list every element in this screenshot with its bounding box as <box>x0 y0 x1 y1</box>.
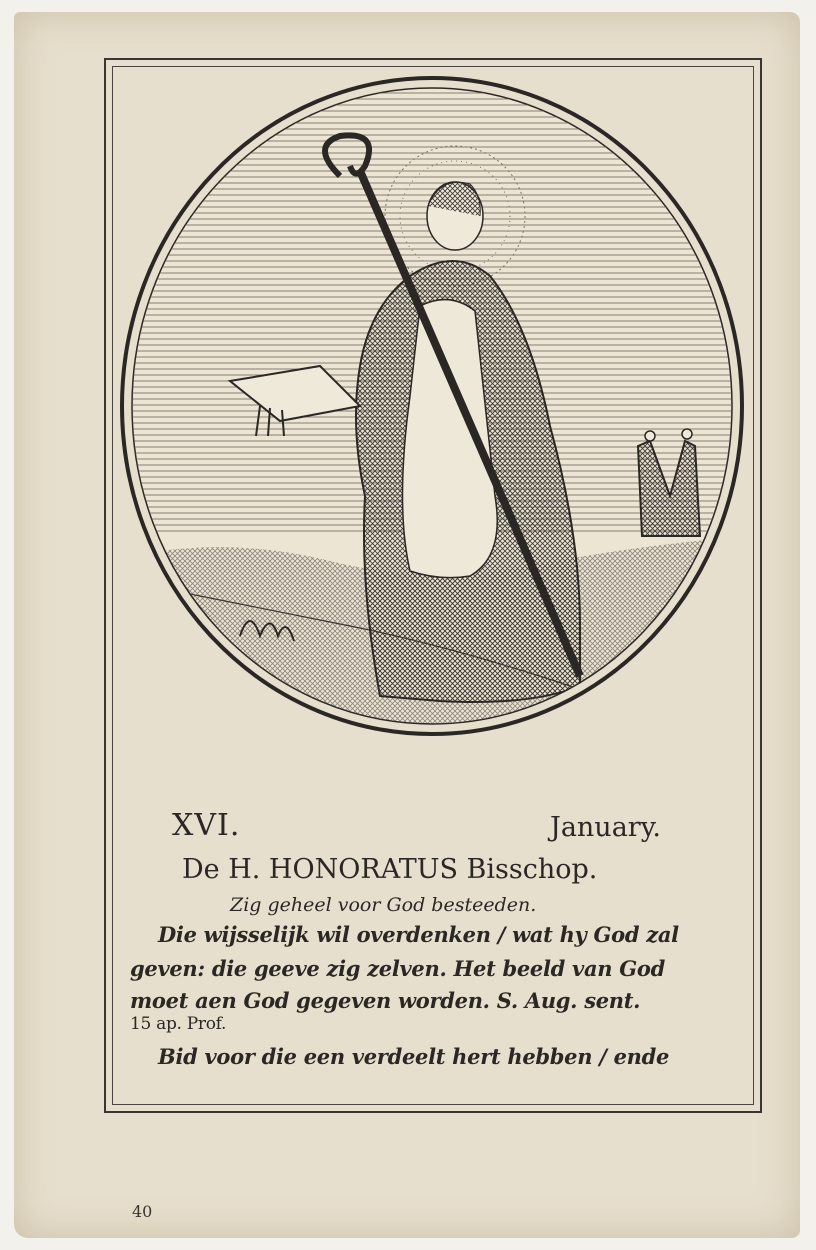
body-line: geven: die geeve zig zelven. Het beeld van God <box>130 956 665 981</box>
body-line: Bid voor die een verdeelt hert hebben / ende <box>158 1044 670 1069</box>
body-line: moet aen God gegeven worden. S. Aug. sent. <box>130 988 641 1013</box>
motto: Zig geheel voor God besteeden. <box>230 894 537 916</box>
body-line: 15 ap. Prof. <box>130 1014 227 1034</box>
page-number: 40 <box>132 1202 153 1221</box>
saint-engraving <box>110 66 760 756</box>
saint-title: De H. HONORATUS Bisschop. <box>182 854 598 885</box>
date-number: XVI. <box>172 808 241 843</box>
month-label: January. <box>550 812 661 843</box>
body-line: Die wijsselijk wil overdenken / wat hy God zal <box>158 922 679 947</box>
